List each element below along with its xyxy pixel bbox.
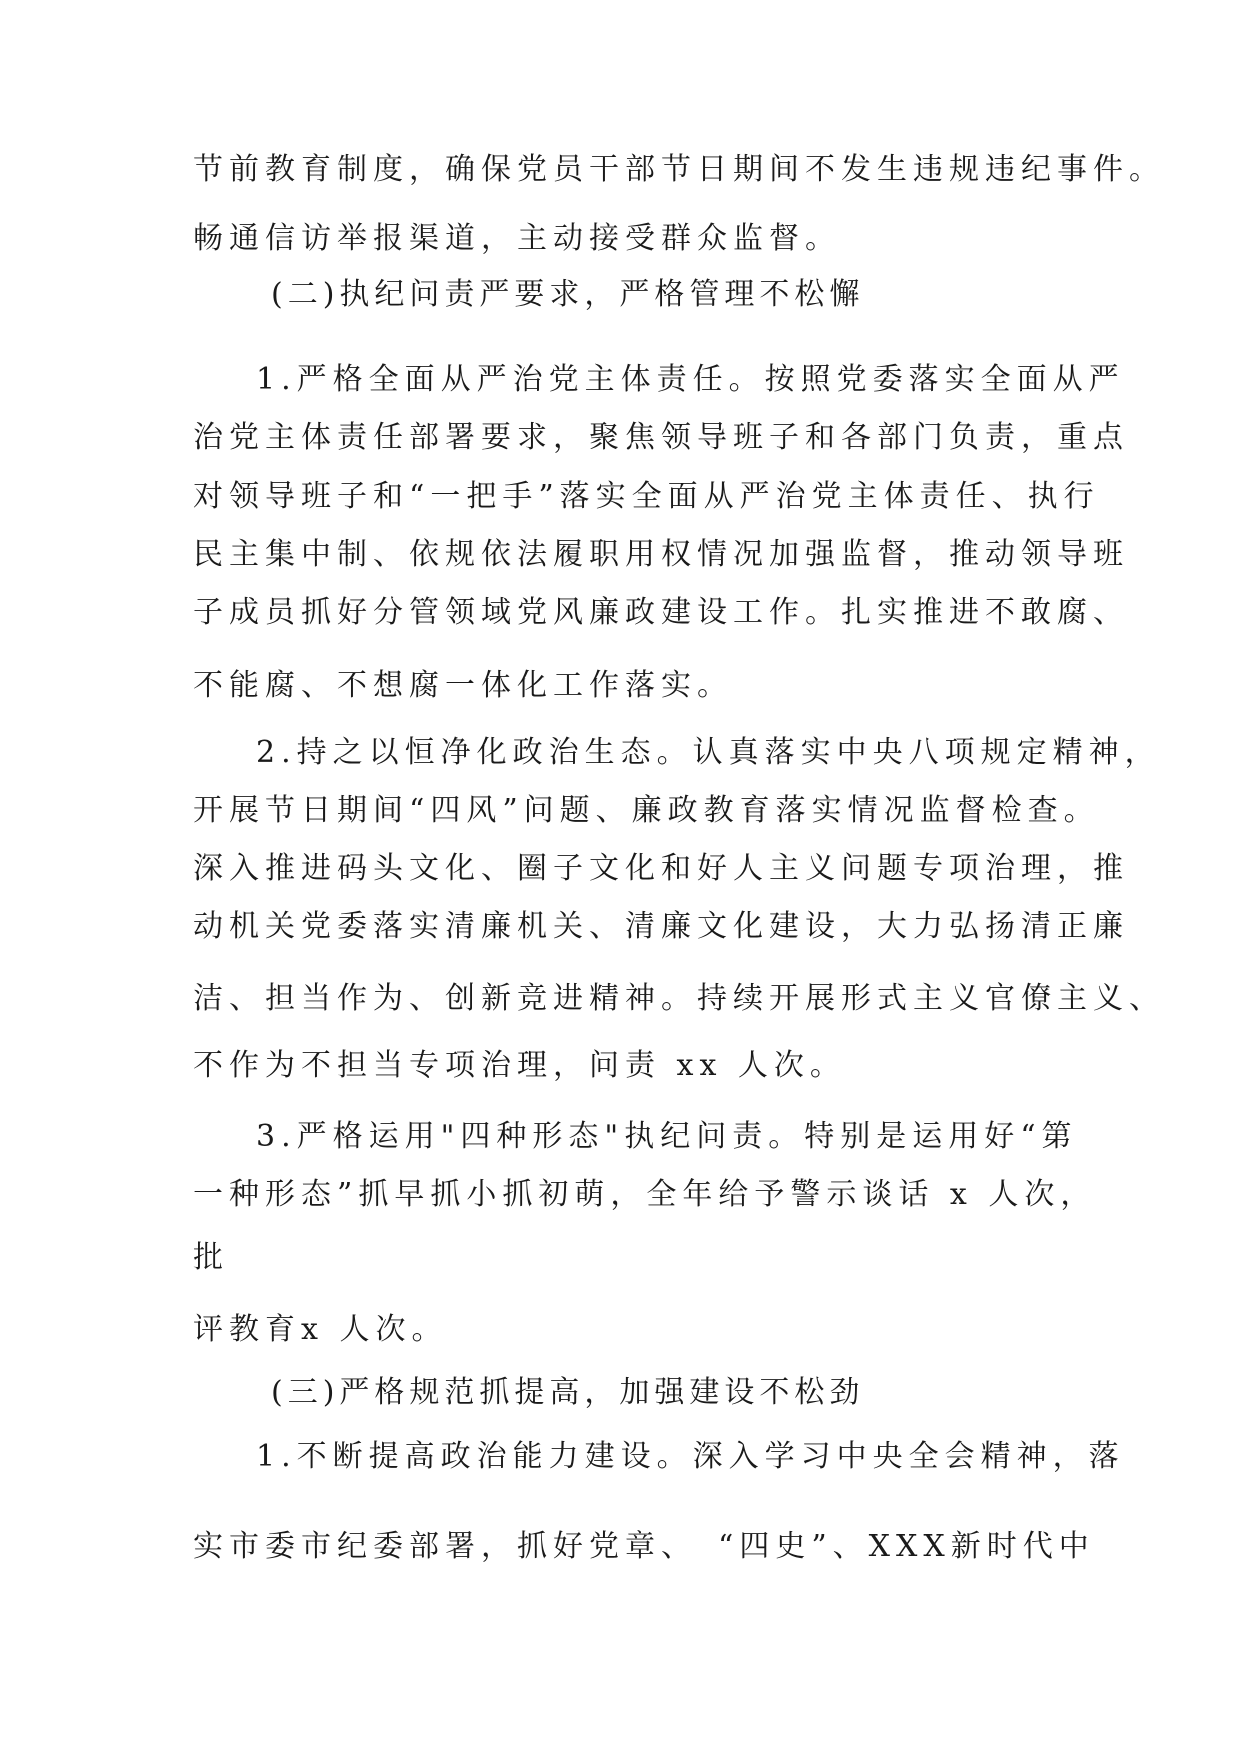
text-line: 对领导班子和“一把手”落实全面从严治党主体责任、执行 [193, 479, 1100, 514]
text-line: 不能腐、不想腐一体化工作落实。 [193, 668, 733, 703]
text-line: 一种形态”抓早抓小抓初萌，全年给予警示谈话 x 人次， [193, 1177, 1097, 1212]
text-line: 子成员抓好分管领域党风廉政建设工作。扎实推进不敢腐、 [193, 595, 1129, 630]
text-line: 民主集中制、依规依法履职用权情况加强监督，推动领导班 [193, 537, 1129, 572]
paragraph-first-line: 1.严格全面从严治党主体责任。按照党委落实全面从严 [256, 362, 1125, 397]
paragraph-first-line: 1.不断提高政治能力建设。深入学习中央全会精神，落 [256, 1439, 1125, 1474]
text-line: 不作为不担当专项治理，问责 xx 人次。 [193, 1048, 846, 1083]
paragraph-first-line: 2.持之以恒净化政治生态。认真落实中央八项规定精神， [256, 735, 1161, 770]
text-line: 开展节日期间“四风”问题、廉政教育落实情况监督检查。 [193, 793, 1100, 828]
paragraph-first-line: 3.严格运用"四种形态"执纪问责。特别是运用好“第 [256, 1119, 1078, 1154]
text-line: 批 [193, 1240, 229, 1275]
text-line: 畅通信访举报渠道，主动接受群众监督。 [193, 221, 841, 256]
text-line: 节前教育制度，确保党员干部节日期间不发生违规违纪事件。 [193, 152, 1165, 187]
text-line: 深入推进码头文化、圈子文化和好人主义问题专项治理，推 [193, 851, 1129, 886]
text-line: 实市委市纪委部署，抓好党章、 “四史”、XXX新时代中 [193, 1529, 1095, 1564]
section-heading: (二)执纪问责严要求，严格管理不松懈 [271, 277, 865, 312]
text-line: 动机关党委落实清廉机关、清廉文化建设，大力弘扬清正廉 [193, 909, 1129, 944]
text-line: 洁、担当作为、创新竞进精神。持续开展形式主义官僚主义、 [193, 981, 1165, 1016]
text-line: 评教育x 人次。 [193, 1312, 448, 1347]
section-heading: (三)严格规范抓提高，加强建设不松劲 [271, 1375, 865, 1410]
text-line: 治党主体责任部署要求，聚焦领导班子和各部门负责，重点 [193, 420, 1129, 455]
